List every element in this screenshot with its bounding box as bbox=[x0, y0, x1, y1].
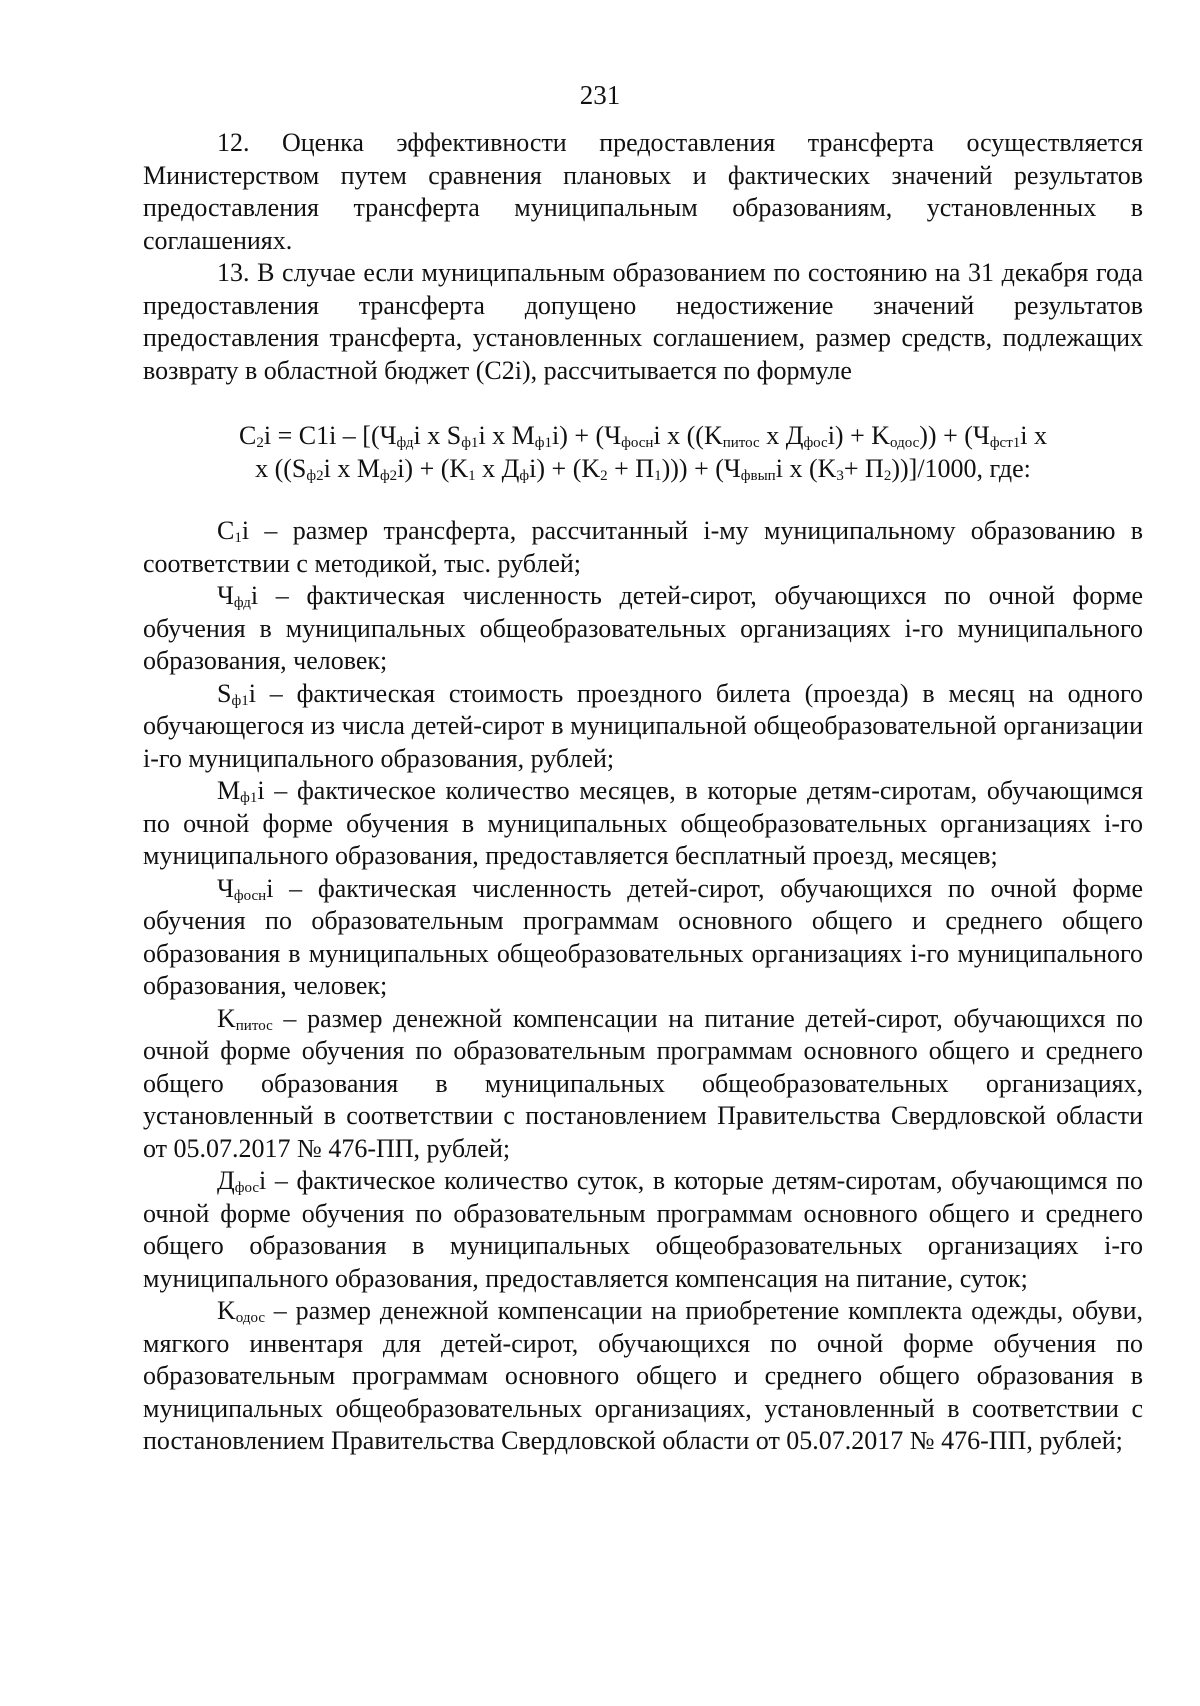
definition-symbol: C bbox=[217, 516, 235, 545]
definition-symbol-suffix: i bbox=[257, 776, 265, 805]
definition-item bbox=[143, 775, 1143, 873]
definition-text: – фактическое количество месяцев, в которые детям-сиротам, обучающимся по очной форме обучения в муниципальных общеобразовательных организациях i-го муниципального образования, предоставляется бесплатный проезд, месяцев; bbox=[143, 776, 1143, 870]
definition-symbol: M bbox=[217, 776, 241, 805]
definition-text: – фактическое количество суток, в которые детям-сиротам, обучающимся по очной форме обучения по образовательным программам основного общего и среднего общего образования в муниципальных общеобразовательных организациях i-го муниципального образования, предоставляется компенсация на питание, суток; bbox=[143, 1166, 1143, 1293]
formula-line-2 bbox=[143, 453, 1143, 486]
definition-symbol-subscript: 1 bbox=[234, 530, 242, 546]
formula-text: i x M bbox=[323, 453, 380, 483]
definition-item bbox=[143, 1165, 1143, 1295]
definitions-list bbox=[143, 515, 1143, 1458]
formula-subscript: ф2 bbox=[379, 467, 398, 484]
definition-symbol-subscript: фосн bbox=[233, 887, 267, 904]
formula-subscript: 1 bbox=[468, 467, 476, 484]
definition-item bbox=[143, 1003, 1143, 1166]
formula-text: x Д bbox=[475, 453, 520, 483]
formula-text: i = C1i – [(Ч bbox=[263, 421, 397, 450]
definition-symbol: Ч bbox=[217, 873, 234, 903]
definition-item bbox=[143, 580, 1143, 678]
formula-subscript: фосн bbox=[621, 435, 654, 451]
formula-text: i x ((K bbox=[653, 421, 723, 450]
formula-text: i) + (Ч bbox=[552, 421, 622, 450]
formula-text: i x (K bbox=[775, 453, 837, 483]
definition-symbol-subscript: ф1 bbox=[240, 790, 258, 806]
definition-text: – фактическая стоимость проездного билета (проезда) в месяц на одного обучающегося из числа детей-сирот в муниципальной общеобразовательной организации i-го муниципального образования, рублей; bbox=[143, 678, 1143, 773]
page-number: 231 bbox=[579, 80, 621, 110]
formula-text: C bbox=[239, 421, 257, 450]
formula-text: i x bbox=[1020, 421, 1047, 450]
definition-symbol-subscript: фд bbox=[233, 595, 251, 611]
definition-symbol: K bbox=[217, 1003, 236, 1033]
formula-subscript: фст1 bbox=[989, 435, 1021, 451]
definition-item bbox=[143, 873, 1143, 1003]
paragraph-13: 13. В случае если муниципальным образованием по состоянию на 31 декабря года предоставления трансферта допущено недостижение значений результатов предоставления трансферта, установленных соглашением, размер средств, подлежащих возврату в областной бюджет (C2i), рассчитывается по формуле bbox=[143, 258, 1143, 385]
definition-text: – размер денежной компенсации на приобретение комплекта одежды, обуви, мягкого инвентаря для детей-сирот, обучающихся по очной форме обучения по образовательным программам основного общего и среднего общего образования в муниципальных общеобразовательных организациях, установленный в соответствии с постановлением Правительства Свердловской области от 05.07.2017 № 476-ПП, рублей; bbox=[143, 1296, 1143, 1455]
formula-subscript: 2 bbox=[256, 435, 264, 451]
formula-subscript: питос bbox=[722, 435, 760, 451]
formula-text: x ((S bbox=[255, 453, 307, 483]
formula-text: ))) + (Ч bbox=[661, 453, 741, 483]
formula-text: + П bbox=[843, 453, 884, 483]
formula-subscript: 2 bbox=[883, 467, 892, 484]
formula-subscript: ф1 bbox=[461, 435, 479, 451]
definition-symbol-subscript: питос bbox=[235, 1017, 273, 1034]
paragraph-12: 12. Оценка эффективности предоставления трансферта осуществляется Министерством путем сравнения плановых и фактических значений результатов предоставления трансферта муниципальным образованиям, установленных в соглашениях. bbox=[143, 128, 1143, 255]
definition-text: – размер трансферта, рассчитанный i-му муниципальному образованию в соответствии с методикой, тыс. рублей; bbox=[143, 516, 1143, 578]
formula-subscript: 3 bbox=[836, 467, 844, 484]
definition-text: – фактическая численность детей-сирот, обучающихся по очной форме обучения в муниципальных общеобразовательных организациях i-го муниципального образования, человек; bbox=[143, 581, 1143, 675]
formula bbox=[143, 420, 1143, 485]
definition-symbol: Д bbox=[217, 1166, 235, 1195]
definition-item bbox=[143, 515, 1143, 580]
definition-symbol-subscript: одос bbox=[235, 1310, 266, 1326]
formula-subscript: одос bbox=[890, 435, 920, 451]
formula-subscript: фд bbox=[396, 435, 414, 451]
definition-symbol-suffix: i bbox=[241, 516, 250, 545]
formula-text: + П bbox=[607, 453, 655, 483]
formula-text: i) + K bbox=[827, 421, 891, 450]
formula-text: i) + (K bbox=[529, 453, 601, 483]
definition-symbol: K bbox=[217, 1296, 236, 1325]
formula-subscript: ф2 bbox=[306, 467, 324, 484]
definition-text: – фактическая численность детей-сирот, обучающихся по очной форме обучения по образовательным программам основного общего и среднего общего образования в муниципальных общеобразовательных организациях i-го муниципального образования, человек; bbox=[143, 873, 1143, 1000]
definition-symbol-suffix: i bbox=[250, 581, 259, 610]
formula-text: i) + (K bbox=[397, 453, 469, 483]
definition-item bbox=[143, 678, 1143, 776]
definition-symbol-subscript: ф1 bbox=[231, 692, 249, 709]
formula-line-1 bbox=[143, 420, 1143, 453]
formula-text: x Д bbox=[759, 421, 804, 450]
formula-text: )) + (Ч bbox=[919, 421, 990, 450]
definition-text: – размер денежной компенсации на питание детей-сирот, обучающихся по очной форме обучения по образовательным программам основного общего и среднего общего образования в муниципальных общеобразовательных организациях, установленный в соответствии с постановлением Правительства Свердловской области от 05.07.2017 № 476-ПП, рублей; bbox=[143, 1003, 1143, 1163]
formula-text: i x S bbox=[413, 421, 462, 450]
definition-symbol-suffix: i bbox=[248, 678, 256, 708]
formula-subscript: ф bbox=[519, 467, 530, 484]
formula-text: ))]/1000, где: bbox=[891, 453, 1031, 483]
formula-text: i x M bbox=[478, 421, 535, 450]
definition-symbol-suffix: i bbox=[266, 873, 274, 903]
definition-item bbox=[143, 1295, 1143, 1458]
formula-subscript: 2 bbox=[600, 467, 608, 484]
definition-symbol: Ч bbox=[217, 581, 234, 610]
definition-symbol-subscript: фос bbox=[234, 1180, 260, 1196]
formula-subscript: фвып bbox=[740, 467, 776, 484]
definition-symbol-suffix: i bbox=[259, 1166, 267, 1195]
formula-subscript: ф1 bbox=[534, 435, 553, 451]
formula-subscript: 1 bbox=[654, 467, 662, 484]
document-body bbox=[143, 127, 1143, 1458]
definition-symbol: S bbox=[217, 678, 232, 708]
formula-subscript: фос bbox=[803, 435, 828, 451]
